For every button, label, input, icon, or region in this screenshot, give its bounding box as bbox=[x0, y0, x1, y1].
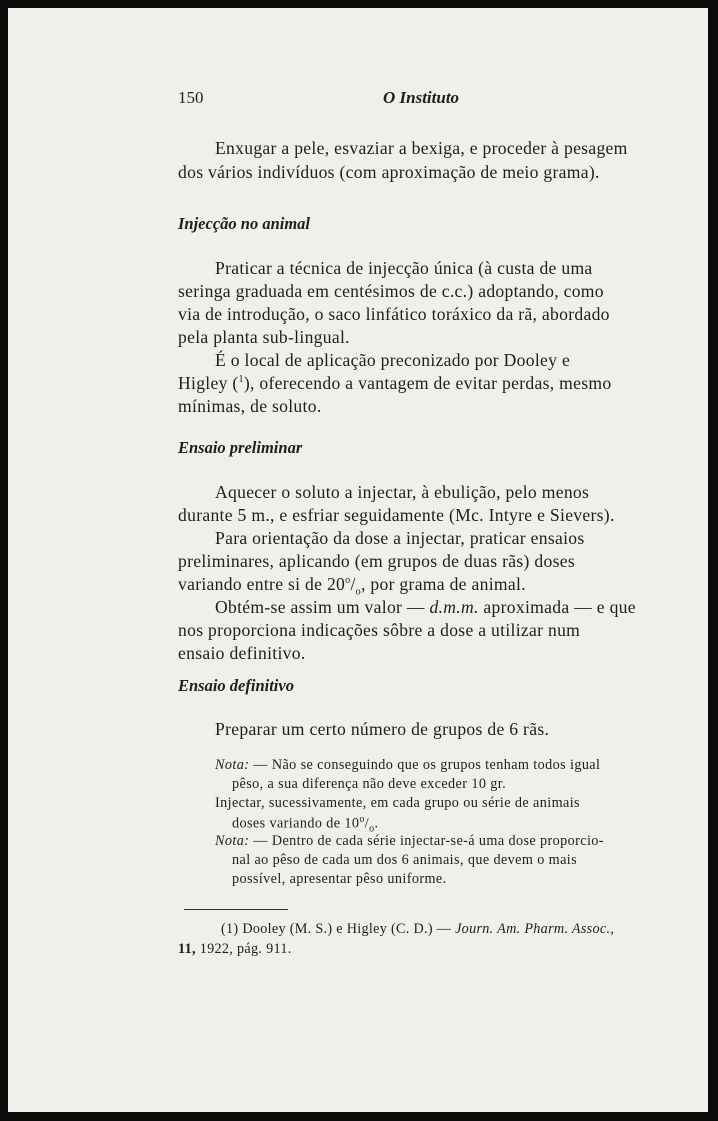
body-line: Para orientação da dose a injectar, praticar ensaios bbox=[215, 528, 585, 548]
body-line: Enxugar a pele, esvaziar a bexiga, e proceder à pesagem bbox=[215, 138, 628, 158]
body-line: seringa graduada em centésimos de c.c.) adoptando, como bbox=[178, 281, 604, 301]
section-heading-definitive: Ensaio definitivo bbox=[178, 676, 294, 695]
percent-sign-bottom: o bbox=[355, 586, 361, 598]
note-label: Nota: bbox=[215, 757, 250, 773]
footnote-mark: (1) bbox=[221, 921, 239, 937]
page-number: 150 bbox=[178, 88, 204, 107]
scanned-page bbox=[8, 8, 708, 1112]
body-line: nos proporciona indicações sôbre a dose a utilizar num bbox=[178, 620, 581, 640]
body-line: Obtém-se assim um valor — d.m.m. aproximada — e que bbox=[215, 597, 636, 617]
body-line: dos vários indivíduos (com aproximação de meio grama). bbox=[178, 162, 600, 182]
body-line: Higley ($^1$), oferecendo a vantagem de evitar perdas, mesmo bbox=[178, 373, 612, 393]
percent-sign-top: o bbox=[345, 575, 351, 587]
running-head-title: O Instituto bbox=[383, 88, 460, 107]
body-line: variando entre si de $20^o/_o$, por grama de animal. bbox=[178, 574, 526, 598]
body-line: mínimas, de soluto. bbox=[178, 396, 322, 416]
body-line: Aquecer o soluto a injectar, à ebulição, pelo menos bbox=[215, 482, 590, 502]
note-line: nal ao pêso de cada um dos 6 animais, que devem o mais bbox=[232, 852, 578, 868]
note-line: Injectar, sucessivamente, em cada grupo ou série de animais bbox=[215, 795, 580, 811]
body-line: É o local de aplicação preconizado por Dooley e bbox=[215, 350, 571, 370]
body-line: durante 5 m., e esfriar seguidamente (Mc. Intyre e Sievers). bbox=[178, 505, 615, 525]
volume-number: 11, bbox=[178, 941, 196, 957]
note-line: Nota: — Não se conseguindo que os grupos tenham todos igual bbox=[215, 757, 601, 773]
section-heading-preliminary: Ensaio preliminar bbox=[178, 438, 303, 457]
body-line: via de introdução, o saco linfático toráxico da rã, abordado bbox=[178, 304, 610, 324]
footnote-separator bbox=[184, 909, 288, 910]
footnote-line: (1) Dooley (M. S.) e Higley (C. D.) — Journ. Am. Pharm. Assoc., bbox=[221, 921, 615, 937]
body-line: Praticar a técnica de injecção única (à custa de uma bbox=[215, 258, 593, 278]
footnote-line: 11, 1922, pág. 911. bbox=[178, 941, 292, 957]
note-label: Nota: bbox=[215, 833, 250, 849]
body-line: preliminares, aplicando (em grupos de duas rãs) doses bbox=[178, 551, 575, 571]
body-line: ensaio definitivo. bbox=[178, 643, 306, 663]
section-heading-injection: Injecção no animal bbox=[178, 214, 311, 233]
body-line: pela planta sub-lingual. bbox=[178, 327, 350, 347]
note-line: pêso, a sua diferença não deve exceder 10 gr. bbox=[232, 776, 507, 792]
journal-reference: Journ. Am. Pharm. Assoc., bbox=[455, 921, 615, 937]
footnote-ref: 1 bbox=[238, 374, 244, 386]
note-line: possível, apresentar pêso uniforme. bbox=[232, 871, 447, 887]
note-line: doses variando de $10^o/_o$. bbox=[232, 814, 379, 835]
note-line: Nota: — Dentro de cada série injectar-se-á uma dose proporcio- bbox=[215, 833, 604, 849]
reference-name: Higley ( bbox=[178, 373, 239, 393]
body-line: Preparar um certo número de grupos de 6 rãs. bbox=[215, 719, 550, 739]
abbreviation-dmm: d.m.m. bbox=[429, 597, 479, 617]
